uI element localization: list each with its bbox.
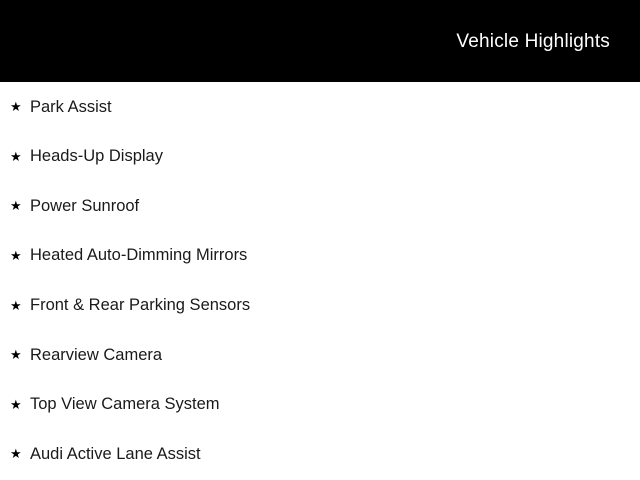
list-item — [0, 380, 640, 430]
highlights-content — [0, 82, 640, 479]
list-item — [0, 181, 640, 231]
vehicle-highlights-list — [0, 82, 640, 479]
star-icon: ★ — [10, 99, 22, 115]
list-item — [0, 330, 640, 380]
list-item — [0, 231, 640, 281]
list-item-label: Rearview Camera — [30, 345, 163, 364]
star-icon: ★ — [10, 148, 22, 164]
list-item — [0, 429, 640, 479]
list-item-label: Park Assist — [30, 97, 112, 116]
list-item-label: Heads-Up Display — [30, 147, 163, 166]
page-title: Vehicle Highlights — [456, 30, 610, 52]
list-item — [0, 82, 640, 132]
list-item-label: Front & Rear Parking Sensors — [30, 295, 251, 314]
star-icon: ★ — [10, 297, 22, 313]
list-item-label: Power Sunroof — [30, 196, 140, 215]
list-item — [0, 280, 640, 330]
list-item-label: Top View Camera System — [30, 395, 220, 414]
star-icon: ★ — [10, 347, 22, 363]
star-icon: ★ — [10, 396, 22, 412]
list-item — [0, 132, 640, 182]
list-item-label: Heated Auto-Dimming Mirrors — [30, 246, 248, 265]
star-icon: ★ — [10, 248, 22, 264]
star-icon: ★ — [10, 446, 22, 462]
list-item-label: Audi Active Lane Assist — [30, 444, 201, 463]
page-header — [0, 0, 640, 82]
star-icon: ★ — [10, 198, 22, 214]
